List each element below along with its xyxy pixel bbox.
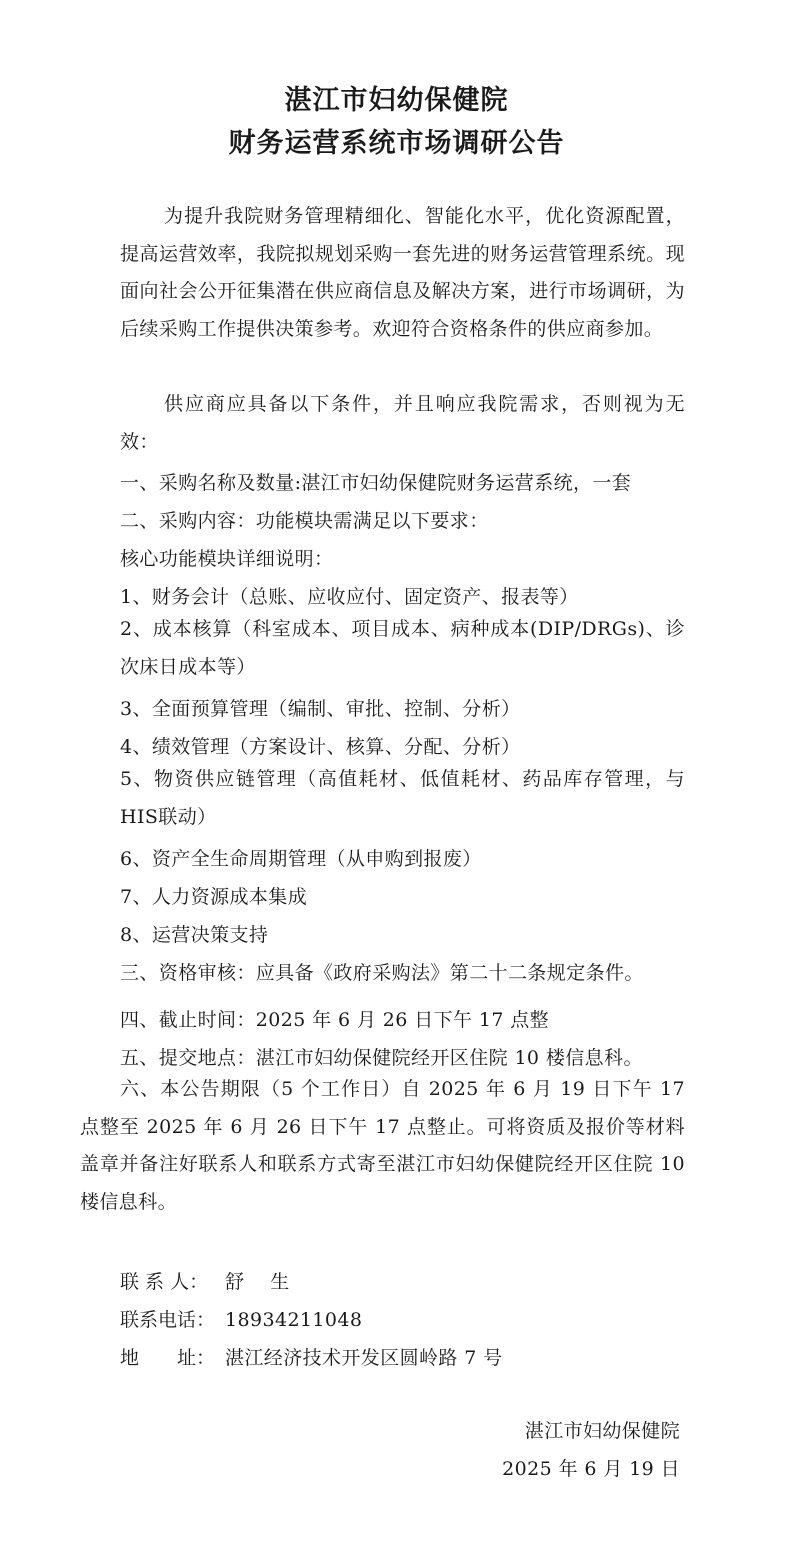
modules-heading: 核心功能模块详细说明： [120,548,334,570]
module-item: 5、物资供应链管理（高值耗材、低值耗材、药品库存管理，与HIS联动） [120,768,685,828]
contact-phone-value: 18934211048 [225,1309,363,1331]
section-deadline: 四、截止时间：2025 年 6 月 26 日下午 17 点整 [120,1009,550,1031]
module-item: 7、人力资源成本集成 [120,886,308,908]
contact-address [120,1343,503,1370]
module-item: 1、财务会计（总账、应收应付、固定资产、报表等） [120,586,579,608]
conditions-paragraph: 供应商应具备以下条件，并且响应我院需求，否则视为无效： [120,393,685,453]
module-item: 6、资产全生命周期管理（从申购到报废） [120,848,482,870]
contact-person [120,1267,290,1294]
section-location: 五、提交地点：湛江市妇幼保健院经开区住院 10 楼信息科。 [120,1047,643,1069]
intro-paragraph: 为提升我院财务管理精细化、智能化水平，优化资源配置，提高运营效率，我院拟规划采购一套先进的财务运营管理系统。现面向社会公开征集潜在供应商信息及解决方案，进行市场调研，为后续采购工作提供决策参考。欢迎符合资格条件的供应商参加。 [120,205,685,341]
module-item: 4、绩效管理（方案设计、核算、分配、分析） [120,736,521,758]
contact-person-value: 舒 生 [225,1271,290,1293]
signature-organization: 湛江市妇幼保健院 [524,1420,680,1442]
title-organization: 湛江市妇幼保健院 [284,85,509,116]
contact-phone-label: 联系电话： [120,1309,216,1331]
module-item: 8、运营决策支持 [120,924,269,946]
title-notice: 财务运营系统市场调研公告 [228,128,565,159]
module-item: 3、全面预算管理（编制、审批、控制、分析） [120,698,521,720]
contact-address-label: 地 址： [120,1347,216,1369]
module-item: 2、成本核算（科室成本、项目成本、病种成本(DIP/DRGs)、诊次床日成本等） [120,618,685,678]
contact-person-label: 联 系 人： [120,1271,209,1293]
section-qualification: 三、资格审核：应具备《政府采购法》第二十二条规定条件。 [120,962,644,984]
section-notice-period: 六、本公告期限（5 个工作日）自 2025 年 6 月 19 日下午 17 点整至 2025 年 6 月 26 日下午 17 点整止。可将资质及报价等材料盖章并备注好联系人和联系方式寄至湛江市妇幼保健院经开区住院 10 楼信息科。 [80,1078,685,1214]
contact-phone [120,1305,362,1332]
section-procurement-name: 一、采购名称及数量:湛江市妇幼保健院财务运营系统，一套 [120,472,632,494]
section-procurement-content: 二、采购内容：功能模块需满足以下要求： [120,510,489,532]
signature-date: 2025 年 6 月 19 日 [502,1458,680,1480]
contact-address-value: 湛江经济技术开发区圆岭路 7 号 [225,1347,503,1369]
